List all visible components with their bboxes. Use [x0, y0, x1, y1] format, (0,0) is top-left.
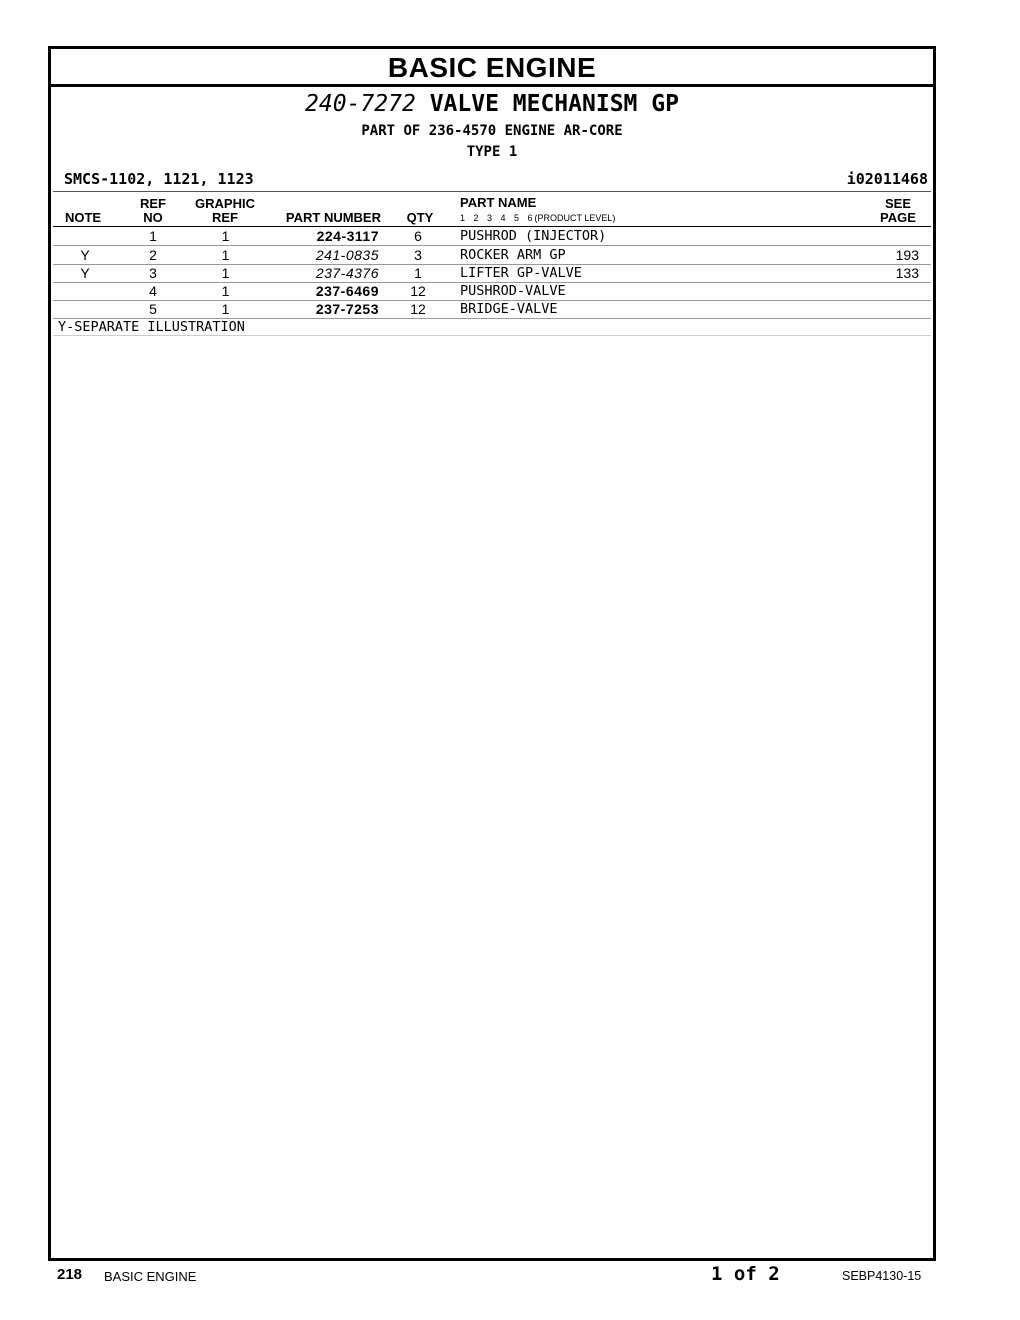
cell-see-page: 133 [895, 265, 919, 281]
header-graphic-ref [187, 197, 263, 225]
header-product-level-label: (PRODUCT LEVEL) [534, 213, 616, 223]
cell-graphic-ref: 1 [221, 301, 230, 317]
header-ref-no [133, 197, 173, 225]
cell-graphic-ref: 1 [221, 283, 230, 299]
header-ref-bottom: NO [143, 210, 163, 225]
cell-part-number: 237-6469 [315, 283, 379, 299]
group-title [51, 91, 933, 117]
cell-ref-no: 4 [149, 283, 157, 299]
cell-qty: 3 [414, 247, 422, 263]
table-row [53, 282, 931, 301]
header-level-numbers: 1 2 3 4 5 6 [460, 213, 533, 223]
footer-sheet: 1 of 2 [711, 1263, 780, 1285]
page-frame [48, 46, 936, 1261]
cell-graphic-ref: 1 [221, 247, 230, 263]
header-part-name: PART NAME [460, 195, 537, 210]
group-part-number: 240-7272 [305, 91, 416, 117]
cell-part-name: BRIDGE-VALVE [460, 301, 558, 317]
illustration-id: i02011468 [846, 170, 928, 188]
cell-see-page: 193 [895, 247, 919, 263]
header-graphic-bottom: REF [212, 210, 238, 225]
footer-page-number: 218 [57, 1266, 83, 1283]
cell-graphic-ref: 1 [221, 265, 230, 281]
header-graphic-top: GRAPHIC [195, 196, 255, 211]
cell-part-name: PUSHROD (INJECTOR) [460, 228, 607, 244]
header-qty: QTY [406, 210, 434, 225]
table-row [53, 246, 931, 265]
table-row [53, 227, 931, 246]
table-row [53, 264, 931, 283]
cell-part-number: 241-0835 [315, 247, 379, 263]
smcs-codes: SMCS-1102, 1121, 1123 [64, 170, 254, 188]
cell-ref-no: 5 [149, 301, 157, 317]
cell-note: Y [80, 265, 90, 281]
cell-part-number: 237-4376 [315, 265, 379, 281]
cell-part-name: PUSHROD-VALVE [460, 283, 566, 299]
type-line: TYPE 1 [466, 144, 518, 160]
header-see-bottom: PAGE [880, 210, 916, 225]
footer-doc-id: SEBP4130-15 [842, 1269, 922, 1283]
cell-qty: 1 [414, 265, 422, 281]
cell-note: Y [80, 247, 90, 263]
cell-qty: 12 [410, 301, 426, 317]
cell-ref-no: 3 [149, 265, 157, 281]
cell-qty: 12 [410, 283, 426, 299]
cell-graphic-ref: 1 [221, 228, 230, 244]
group-name: VALVE MECHANISM GP [429, 91, 679, 117]
section-title: BASIC ENGINE [51, 49, 933, 87]
cell-part-number: 237-7253 [315, 301, 379, 317]
table-row [53, 300, 931, 319]
cell-part-number: 224-3117 [316, 228, 379, 244]
header-see-page [863, 197, 933, 225]
part-of-line: PART OF 236-4570 ENGINE AR-CORE [361, 123, 623, 139]
cell-part-name: ROCKER ARM GP [460, 247, 566, 263]
header-see-top: SEE [884, 196, 911, 211]
cell-part-name: LIFTER GP-VALVE [460, 265, 582, 281]
header-part-number: PART NUMBER [285, 210, 381, 225]
cell-qty: 6 [414, 228, 422, 244]
header-top-rule [53, 191, 931, 192]
cell-ref-no: 1 [149, 228, 157, 244]
header-product-levels [460, 213, 615, 223]
header-ref-top: REF [140, 196, 166, 211]
footnote: Y-SEPARATE ILLUSTRATION [53, 318, 931, 336]
header-note: NOTE [64, 210, 102, 225]
cell-ref-no: 2 [149, 247, 157, 263]
footer-section: BASIC ENGINE [104, 1269, 197, 1284]
